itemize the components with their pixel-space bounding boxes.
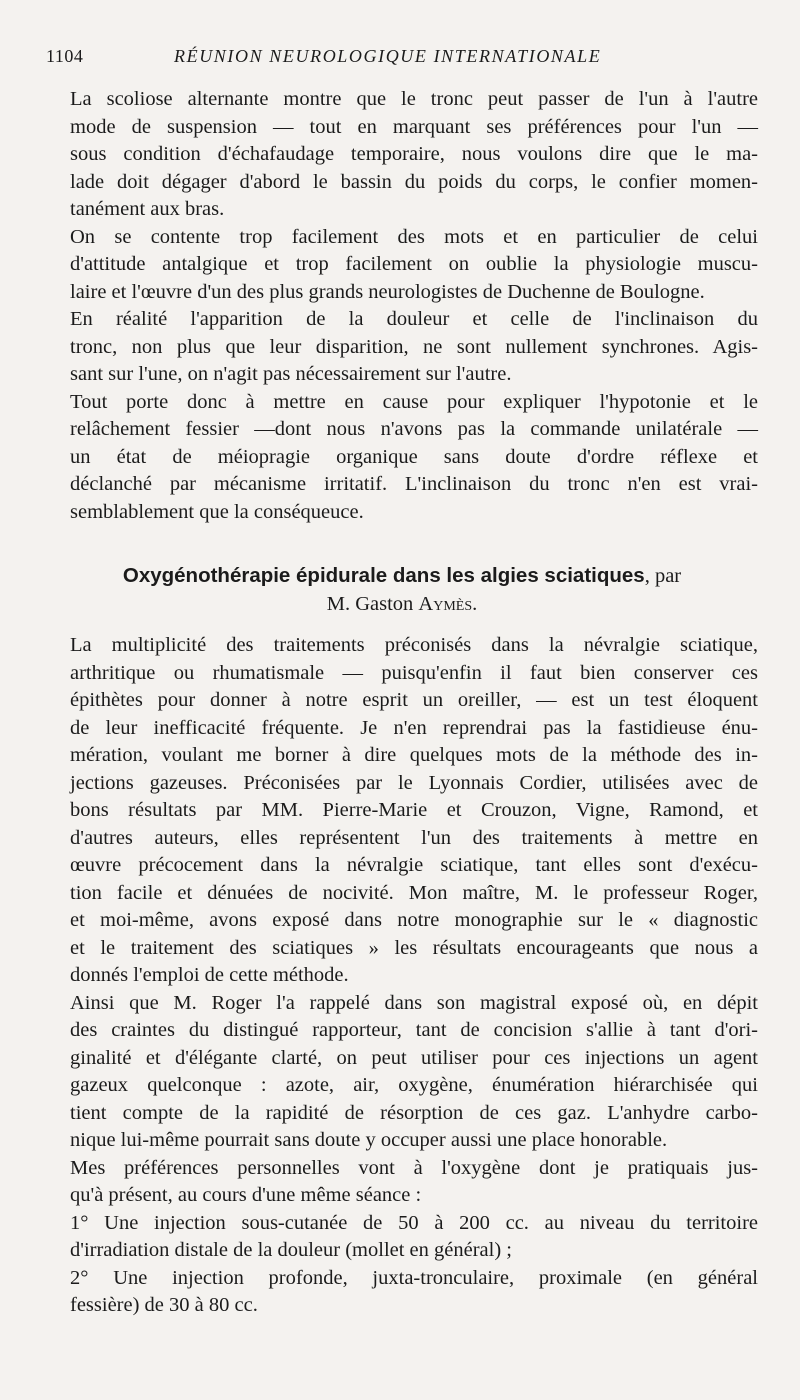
text-line: La multiplicité des traitements préconisés dans la névralgie sciatique,: [70, 634, 758, 656]
text-line: La scoliose alternante montre que le tronc peut passer de l'un à l'autre: [70, 88, 758, 110]
author-prefix: M. Gaston: [326, 592, 414, 615]
text-line: En réalité l'apparition de la douleur et celle de l'inclinaison du: [70, 308, 758, 330]
text-line: jections gazeuses. Préconisées par le Lyonnais Cordier, utilisées avec de: [70, 771, 758, 794]
text-line: fessière) de 30 à 80 cc.: [70, 1294, 258, 1316]
section-oxygenotherapie-text: [46, 632, 758, 1320]
article-title-block: [46, 562, 758, 618]
paragraph: [46, 632, 758, 990]
text-line: tient compte de la rapidité de résorption de ces gaz. L'anhydre carbo-: [70, 1101, 758, 1124]
paragraph: [46, 306, 758, 389]
text-line: mération, voulant me borner à dire quelques mots de la méthode des in-: [70, 744, 758, 766]
text-line: d'irradiation distale de la douleur (mollet en général) ;: [70, 1239, 513, 1261]
text-line: gazeux quelconque : azote, air, oxygène, énumération hiérarchisée qui: [70, 1074, 758, 1096]
paragraph: [46, 389, 758, 527]
text-line: donnés l'emploi de cette méthode.: [70, 964, 349, 986]
text-line: qu'à présent, au cours d'une même séance :: [70, 1184, 422, 1206]
text-line: 1° Une injection sous-cutanée de 50 à 200 cc. au niveau du territoire: [70, 1211, 758, 1234]
text-line: épithètes pour donner à notre esprit un oreiller, — est un test éloquent: [70, 689, 758, 711]
paragraph: [46, 990, 758, 1155]
paragraph: [46, 1265, 758, 1320]
text-line: ginalité et d'élégante clarté, on peut utiliser pour ces injections un agent: [70, 1046, 758, 1069]
text-line: d'autres auteurs, elles représentent l'un des traitements à mettre en: [70, 826, 758, 849]
text-line: et moi-même, avons exposé dans notre monographie sur le « diagnostic: [70, 909, 758, 931]
article-by: , par: [644, 565, 682, 587]
text-line: d'attitude antalgique et trop facilement on oublie la physiologie muscu-: [70, 253, 758, 275]
text-line: semblablement que la conséqueuce.: [70, 500, 364, 523]
text-line: Tout porte donc à mettre en cause pour expliquer l'hypotonie et le: [70, 390, 758, 413]
author-name: Aymès.: [418, 592, 478, 615]
text-line: et le traitement des sciatiques » les résultats encourageants que nous a: [70, 936, 758, 959]
paragraph: [46, 86, 758, 224]
text-line: laire et l'œuvre d'un des plus grands neurologistes de Duchenne de Boulogne.: [70, 280, 705, 303]
section-scoliose-text: [46, 86, 758, 526]
text-line: tronc, non plus que leur disparition, ne sont nullement synchrones. Agis-: [70, 335, 758, 358]
text-line: tanément aux bras.: [70, 198, 225, 220]
text-line: mode de suspension — tout en marquant ses préférences pour l'un —: [70, 115, 758, 138]
paragraph: [46, 224, 758, 307]
text-line: sous condition d'échafaudage temporaire, nous voulons dire que le ma-: [70, 143, 758, 165]
paragraph: [46, 1155, 758, 1210]
page-number: 1104: [46, 46, 84, 66]
text-line: sant sur l'une, on n'agit pas nécessairement sur l'autre.: [70, 363, 512, 385]
text-line: arthritique ou rhumatismale — puisqu'enfin il faut bien conserver ces: [70, 661, 758, 684]
article-title: Oxygénothérapie épidurale dans les algies sciatiques: [122, 564, 645, 587]
running-title: RÉUNION NEUROLOGIQUE INTERNATIONALE: [174, 46, 602, 66]
paragraph: [46, 1210, 758, 1265]
text-line: œuvre précocement dans la névralgie sciatique, tant elles sont d'exécu-: [70, 854, 758, 876]
text-line: des craintes du distingué rapporteur, tant de concision s'allie à tant d'ori-: [70, 1019, 758, 1041]
text-line: Ainsi que M. Roger l'a rappelé dans son magistral exposé où, en dépit: [70, 991, 758, 1014]
text-line: relâchement fessier —dont nous n'avons pas la commande unilatérale —: [70, 418, 758, 440]
text-line: nique lui-même pourrait sans doute y occuper aussi une place honorable.: [70, 1129, 668, 1151]
text-line: tion facile et dénuées de nocivité. Mon maître, M. le professeur Roger,: [70, 881, 758, 904]
text-line: un état de méiopragie organique sans doute d'ordre réflexe et: [70, 445, 758, 468]
text-line: On se contente trop facilement des mots et en particulier de celui: [70, 225, 758, 248]
text-line: Mes préférences personnelles vont à l'oxygène dont je pratiquais jus-: [70, 1156, 758, 1179]
text-line: déclanché par mécanisme irritatif. L'inclinaison du tronc n'en est vrai-: [70, 473, 758, 495]
text-line: 2° Une injection profonde, juxta-tronculaire, proximale (en général: [70, 1266, 758, 1289]
text-line: bons résultats par MM. Pierre-Marie et Crouzon, Vigne, Ramond, et: [70, 799, 758, 821]
text-line: lade doit dégager d'abord le bassin du poids du corps, le confier momen-: [70, 170, 758, 193]
text-line: de leur inefficacité fréquente. Je n'en reprendrai pas la fastidieuse énu-: [70, 716, 758, 739]
